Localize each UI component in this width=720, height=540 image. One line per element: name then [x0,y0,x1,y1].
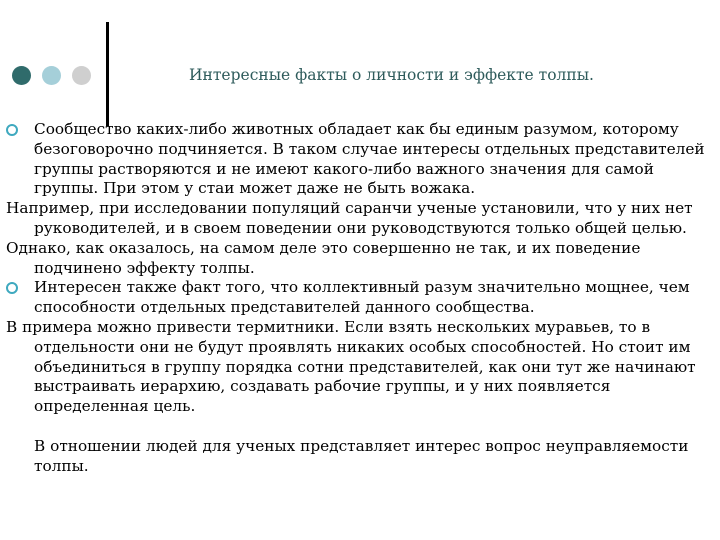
paragraph-3 [6,239,714,279]
paragraph-6 [6,437,714,477]
paragraph-bullet-1 [6,120,714,199]
vertical-divider [106,22,109,126]
bullet-ring-icon [6,282,18,294]
slide-body [6,120,714,476]
paragraph-text: Интересен также факт того, что коллективный разум значительно мощнее, чем способности отдельных представителей данного сообщества. [34,278,690,317]
paragraph-spacer [6,417,714,437]
dot-dark [12,66,31,85]
decorative-dots [12,66,91,85]
paragraph-text: Например, при исследовании популяций саранчи ученые установили, что у них нет руководителей, и в своем поведении они руководствуются только общей целью. [6,199,693,237]
paragraph-text: В примера можно привести термитники. Если взять нескольких муравьев, то в отдельности они не будут проявлять никаких особых способностей. Но стоит им объединиться в группу порядка сотни представителей, как они тут же начинают выстраивать иерархию, создавать рабочие группы, и у них появляется определенная цель. [6,317,696,416]
paragraph-text: В отношении людей для ученых представляет интерес вопрос неуправляемости толпы. [34,436,689,475]
dot-light-blue [42,66,61,85]
paragraph-2 [6,199,714,239]
slide-title: Интересные факты о личности и эффекте толпы. [189,66,594,84]
paragraph-bullet-2 [6,278,714,318]
paragraph-text: Однако, как оказалось, на самом деле это совершенно не так, и их поведение подчинено эффекту толпы. [6,238,641,277]
paragraph-text: Сообщество каких-либо животных обладает как бы единым разумом, которому безоговорочно подчиняется. В таком случае интересы отдельных представителей группы растворяются и не имеют какого-либо важного значения для самой группы. При этом у стаи может даже не быть вожака. [34,120,705,198]
paragraph-5 [6,318,714,417]
dot-gray [72,66,91,85]
bullet-ring-icon [6,124,18,136]
